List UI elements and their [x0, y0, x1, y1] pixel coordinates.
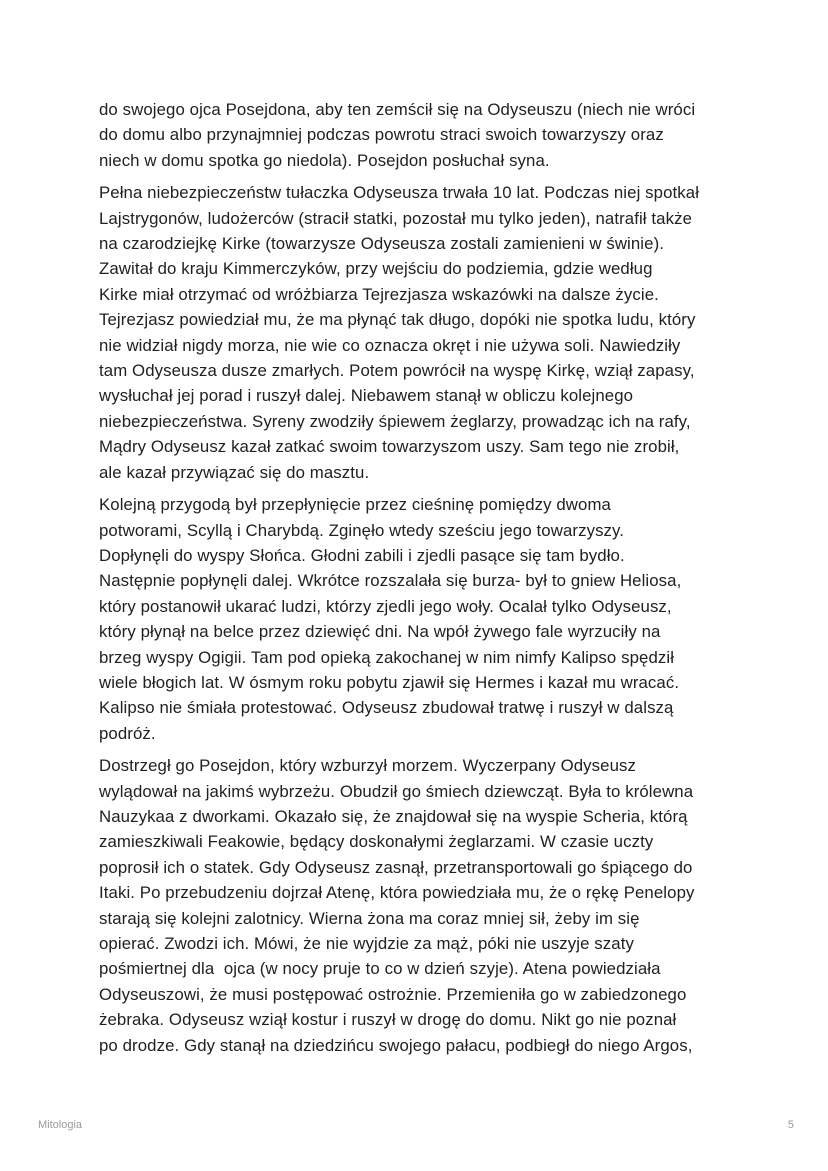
- paragraph: [99, 753, 745, 1058]
- text-line: Itaki. Po przebudzeniu dojrzał Atenę, która powiedziała mu, że o rękę Penelopy: [99, 883, 695, 903]
- text-line: Zawitał do kraju Kimmerczyków, przy wejściu do podziemia, gdzie według: [99, 259, 653, 279]
- paragraph: [99, 180, 745, 485]
- text-line: który postanowił ukarać ludzi, którzy zjedli jego woły. Ocalał tylko Odyseusz,: [99, 596, 672, 616]
- text-line: Nauzykaa z dworkami. Okazało się, że znajdował się na wyspie Scheria, którą: [99, 806, 688, 826]
- text-line: Kolejną przygodą był przepłynięcie przez cieśninę pomiędzy dwoma: [99, 495, 611, 515]
- text-line: niech w domu spotka go niedola). Posejdon posłuchał syna.: [99, 150, 550, 170]
- text-line: opierać. Zwodzi ich. Mówi, że nie wyjdzie za mąż, póki nie uszyje szaty: [99, 934, 634, 953]
- text-line: podróż.: [99, 723, 156, 743]
- text-line: który płynął na belce przez dziewięć dni. Na wpół żywego fale wyrzuciły na: [99, 622, 661, 642]
- text-line: pośmiertnej dla ojca (w nocy pruje to co w dzień szyje). Atena powiedziała: [99, 959, 661, 979]
- text-line: Kalipso nie śmiała protestować. Odyseusz zbudował tratwę i ruszył w dalszą: [99, 698, 674, 718]
- text-line: poprosił ich o statek. Gdy Odyseusz zasnął, przetransportowali go śpiącego do: [99, 857, 693, 877]
- text-line: Odyseuszowi, że musi postępować ostrożnie. Przemieniła go w zabiedzonego: [99, 984, 687, 1004]
- text-line: do swojego ojca Posejdona, aby ten zemścił się na Odyseuszu (niech nie wróci: [99, 100, 696, 119]
- text-line: Pełna niebezpieczeństw tułaczka Odyseusza trwała 10 lat. Podczas niej spotkał: [99, 183, 700, 203]
- text-line: niebezpieczeństwa. Syreny zwodziły śpiewem żeglarzy, prowadząc ich na rafy,: [99, 411, 691, 431]
- text-line: Lajstrygonów, ludożerców (stracił statki, pozostał mu tylko jeden), natrafił także: [99, 208, 693, 228]
- text-line: Mądry Odyseusz kazał zatkać swoim towarzyszom uszy. Sam tego nie zrobił,: [99, 437, 680, 457]
- footer-page-number: 5: [787, 1119, 794, 1131]
- text-line: potworami, Scyllą i Charybdą. Zginęło wtedy sześciu jego towarzyszy.: [99, 520, 625, 540]
- text-line: na czarodziejkę Kirke (towarzysze Odyseusza zostali zamienieni w świnie).: [99, 234, 665, 254]
- paragraph: [99, 97, 745, 173]
- text-line: Tejrezjasz powiedział mu, że ma płynąć tak długo, dopóki nie spotka ludu, który: [99, 310, 696, 330]
- text-line: tam Odyseusza dusze zmarłych. Potem powrócił na wyspę Kirkę, wziął zapasy,: [99, 361, 695, 381]
- text-line: do domu albo przynajmniej podczas powrotu straci swoich towarzyszy oraz: [99, 125, 664, 145]
- text-line: żebraka. Odyseusz wziął kostur i ruszył w drogę do domu. Nikt go nie poznał: [99, 1010, 677, 1030]
- footer-document-title: Mitologia: [38, 1119, 83, 1131]
- text-line: po drodze. Gdy stanął na dziedzińcu swojego pałacu, podbiegł do niego Argos,: [99, 1035, 693, 1055]
- text-line: brzeg wyspy Ogigii. Tam pod opieką zakochanej w nim nimfy Kalipso spędził: [99, 647, 675, 667]
- text-line: starają się kolejni zalotnicy. Wierna żona ma coraz mniej sił, żeby im się: [99, 908, 640, 928]
- text-line: Kirke miał otrzymać od wróżbiarza Tejrezjasza wskazówki na dalsze życie.: [99, 284, 659, 304]
- text-line: wylądował na jakimś wybrzeżu. Obudził go śmiech dziewcząt. Była to królewna: [99, 781, 694, 801]
- text-line: wiele błogich lat. W ósmym roku pobytu zjawił się Hermes i kazał mu wracać.: [99, 672, 680, 692]
- text-line: zamieszkiwali Feakowie, będący doskonałymi żeglarzami. W czasie uczty: [99, 832, 654, 852]
- page-body: [99, 97, 745, 1058]
- text-line: Następnie popłynęli dalej. Wkrótce rozszalała się burza- był to gniew Heliosa,: [99, 571, 682, 591]
- text-line: ale kazał przywiązać się do masztu.: [99, 462, 370, 482]
- text-line: Dostrzegł go Posejdon, który wzburzył morzem. Wyczerpany Odyseusz: [99, 756, 637, 776]
- text-line: Dopłynęli do wyspy Słońca. Głodni zabili i zjedli pasące się tam bydło.: [99, 545, 625, 565]
- text-line: wysłuchał jej porad i ruszył dalej. Niebawem stanął w obliczu kolejnego: [99, 386, 634, 406]
- text-line: nie widział nigdy morza, nie wie co oznacza okręt i nie używa soli. Nawiedziły: [99, 335, 681, 355]
- paragraph: [99, 492, 745, 746]
